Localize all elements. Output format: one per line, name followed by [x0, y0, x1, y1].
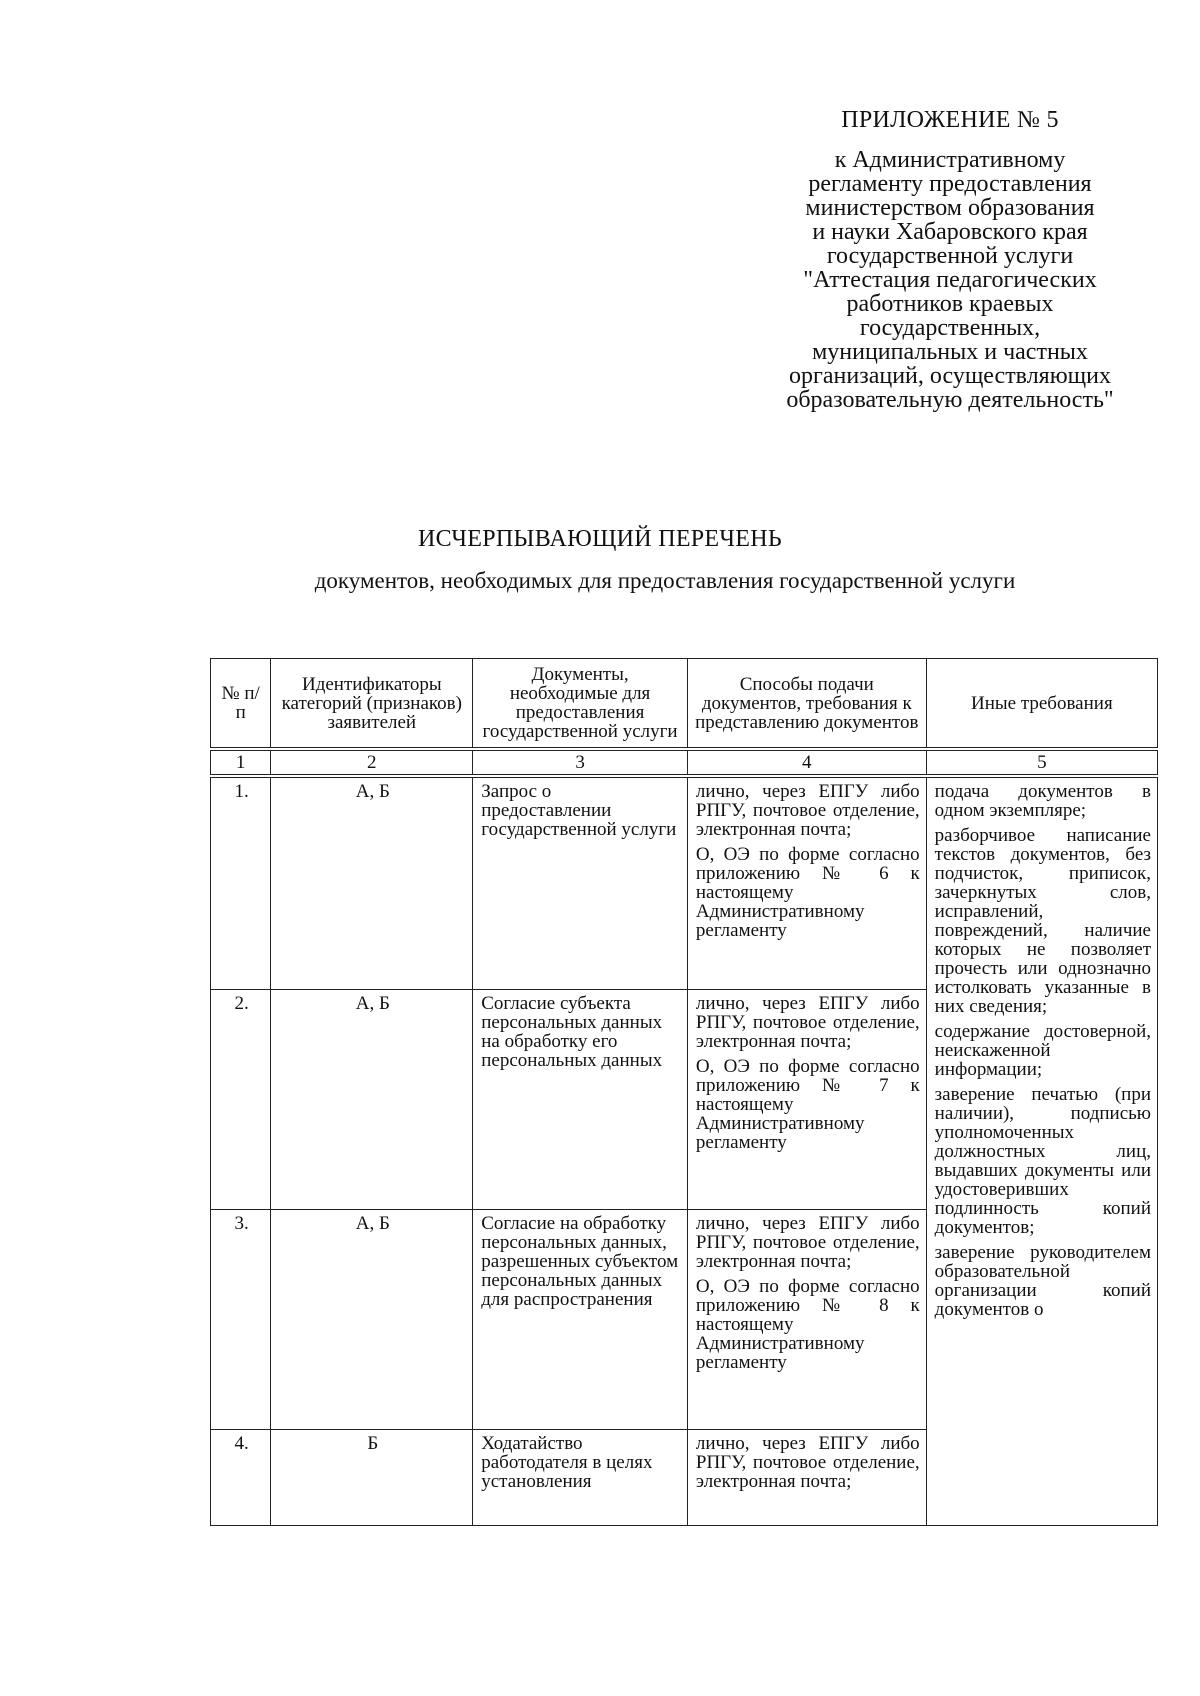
documents-table — [210, 658, 1158, 1526]
row-categories: А, Б — [271, 990, 473, 1210]
column-number: 4 — [687, 751, 926, 775]
requirement-text: разборчивое написание текстов документов, без подчисток, приписок, зачеркнутых слов, исправлений, повреждений, наличие которых не позволяет прочесть или однозначно истолковать указанные в них сведения; — [934, 825, 1151, 1017]
column-number: 1 — [211, 751, 271, 775]
appendix-line: и науки Хабаровского края — [812, 219, 1088, 245]
row-categories: А, Б — [271, 1210, 473, 1430]
method-text: О, ОЭ по форме согласно приложению № 7 к настоящему Административному регламенту — [695, 1056, 920, 1153]
method-text: лично, через ЕПГУ либо РПГУ, почтовое отделение, электронная почта; — [695, 1433, 920, 1492]
column-number: 3 — [473, 751, 688, 775]
appendix-line: министерством образования — [805, 195, 1095, 221]
method-text: О, ОЭ по форме согласно приложению № 6 к настоящему Административному регламенту — [695, 844, 920, 941]
header-other-requirements: Иные требования — [926, 659, 1157, 748]
appendix-line: работников краевых — [846, 291, 1054, 317]
appendix-line: образовательную деятельность" — [786, 387, 1114, 413]
document-title: ИСЧЕРПЫВАЮЩИЙ ПЕРЕЧЕНЬ — [418, 526, 782, 552]
table-header-row — [211, 659, 1158, 748]
appendix-line: муниципальных и частных — [812, 339, 1088, 365]
requirement-text: содержание достоверной, неискаженной информации; — [934, 1021, 1151, 1080]
row-number: 2. — [211, 990, 271, 1210]
method-text: лично, через ЕПГУ либо РПГУ, почтовое отделение, электронная почта; — [695, 781, 920, 840]
header-methods: Способы подачи документов, требования к представлению документов — [687, 659, 926, 748]
row-number: 3. — [211, 1210, 271, 1430]
method-text: лично, через ЕПГУ либо РПГУ, почтовое отделение, электронная почта; — [695, 1213, 920, 1272]
table-row — [211, 778, 1158, 990]
row-methods — [687, 1430, 926, 1526]
row-categories: Б — [271, 1430, 473, 1526]
appendix-line: государственных, — [859, 315, 1041, 341]
row-number: 4. — [211, 1430, 271, 1526]
document-subtitle: документов, необходимых для предоставления государственной услуги — [314, 568, 1016, 593]
other-requirements-cell — [926, 778, 1157, 1526]
row-document: Ходатайство работодателя в целях установления — [473, 1430, 688, 1526]
appendix-line: государственной услуги — [826, 243, 1074, 269]
requirement-text: заверение руководителем образовательной организации копий документов о — [934, 1242, 1151, 1320]
appendix-line: к Административному — [834, 147, 1066, 173]
header-documents: Документы, необходимые для предоставления государственной услуги — [473, 659, 688, 748]
row-document: Согласие на обработку персональных данных, разрешенных субъектом персональных данных для распространения — [473, 1210, 688, 1430]
row-document: Запрос о предоставлении государственной услуги — [473, 778, 688, 990]
appendix-title: ПРИЛОЖЕНИЕ № 5 — [841, 107, 1059, 133]
column-number: 5 — [926, 751, 1157, 775]
appendix-line: организаций, осуществляющих — [789, 363, 1111, 389]
column-number-row — [211, 751, 1158, 775]
method-text: О, ОЭ по форме согласно приложению № 8 к настоящему Административному регламенту — [695, 1276, 920, 1373]
requirement-text: подача документов в одном экземпляре; — [934, 781, 1151, 821]
appendix-line: "Аттестация педагогических — [803, 267, 1097, 293]
appendix-block — [745, 108, 1155, 412]
row-methods — [687, 990, 926, 1210]
appendix-line: регламенту предоставления — [808, 171, 1092, 197]
row-number: 1. — [211, 778, 271, 990]
header-number: № п/п — [211, 659, 271, 748]
requirement-text: заверение печатью (при наличии), подписью уполномоченных должностных лиц, выдавших документы или удостоверивших подлинность копий документов; — [934, 1084, 1151, 1238]
row-document: Согласие субъекта персональных данных на обработку его персональных данных — [473, 990, 688, 1210]
header-categories: Идентификаторы категорий (признаков) заявителей — [271, 659, 473, 748]
column-number: 2 — [271, 751, 473, 775]
row-methods — [687, 1210, 926, 1430]
row-methods — [687, 778, 926, 990]
row-categories: А, Б — [271, 778, 473, 990]
method-text: лично, через ЕПГУ либо РПГУ, почтовое отделение, электронная почта; — [695, 993, 920, 1052]
